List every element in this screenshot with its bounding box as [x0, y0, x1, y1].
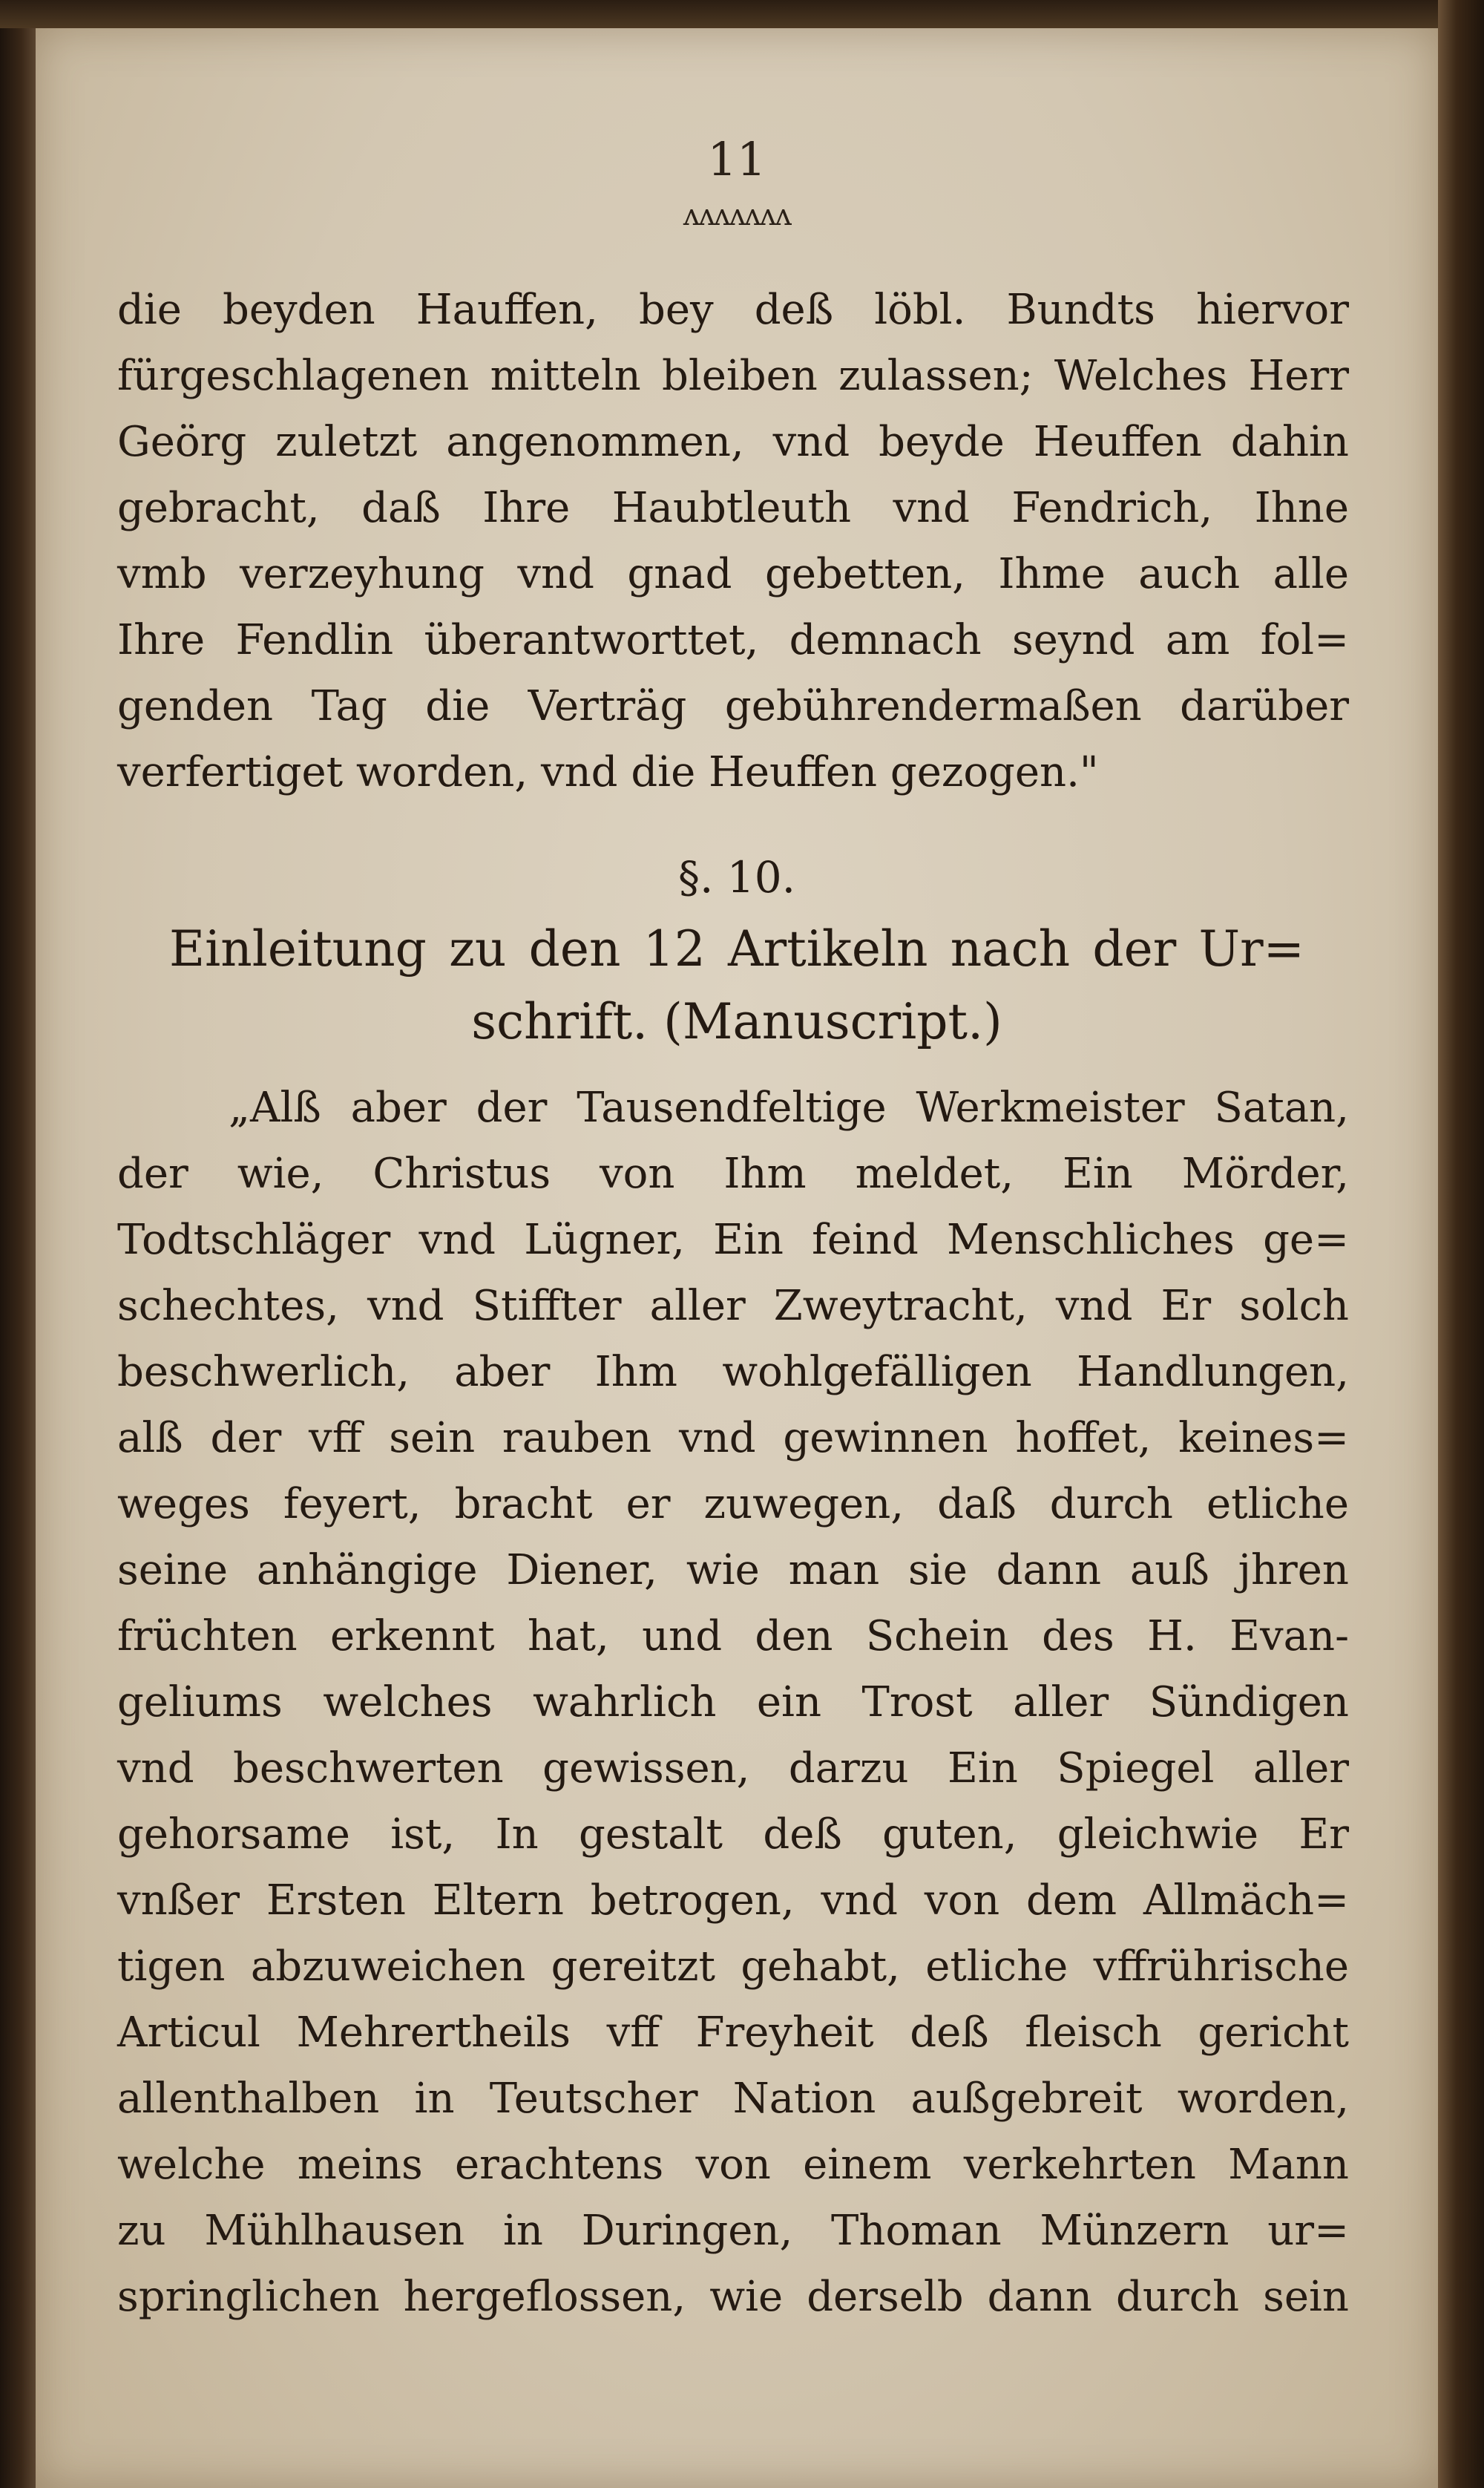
paragraph-top	[117, 277, 1349, 805]
section-number: §. 10.	[677, 852, 796, 903]
text-line: „Alß aber der Tausendfeltige Werkmeister Satan,	[229, 1084, 1349, 1132]
text-line: springlichen hergeflossen, wie derselb dann durch sein	[117, 2273, 1349, 2321]
text-line: Geörg zuletzt angenommen, vnd beyde Heuffen dahin	[117, 418, 1349, 466]
text-line: vnd beschwerten gewissen, darzu Ein Spiegel aller	[117, 1744, 1349, 1793]
section-heading	[169, 913, 1304, 1058]
paragraph-main	[117, 1075, 1349, 2330]
text-line: der wie, Christus von Ihm meldet, Ein Mörder,	[117, 1150, 1349, 1198]
text-line: genden Tag die Verträg gebührendermaßen darüber	[117, 682, 1349, 730]
book-top-edge	[0, 0, 1484, 28]
text-line: verfertiget worden, vnd die Heuffen gezogen."	[117, 748, 1099, 796]
book-binding-right	[1438, 0, 1484, 2488]
text-line: die beyden Hauffen, bey deß löbl. Bundts hiervor	[117, 286, 1349, 334]
text-line: vnßer Ersten Eltern betrogen, vnd von dem Allmäch=	[117, 1876, 1349, 1925]
text-line: seine anhängige Diener, wie man sie dann auß jhren	[117, 1546, 1349, 1594]
text-line: fürgeschlagenen mitteln bleiben zulassen; Welches Herr	[117, 352, 1349, 400]
text-line: Articul Mehrertheils vff Freyheit deß fleisch gericht	[117, 2009, 1349, 2057]
text-line: welche meins erachtens von einem verkehrten Mann	[117, 2141, 1349, 2189]
text-line: tigen abzuweichen gereitzt gehabt, etliche vffrührische	[117, 1942, 1349, 1991]
book-page	[36, 28, 1438, 2488]
text-line: schechtes, vnd Stiffter aller Zweytracht, vnd Er solch	[117, 1282, 1349, 1330]
text-line: geliums welches wahrlich ein Trost aller Sündigen	[117, 1678, 1349, 1726]
book-binding-left	[0, 0, 36, 2488]
page-number: 11	[707, 132, 766, 186]
heading-line: schrift. (Manuscript.)	[471, 993, 1002, 1050]
text-line: beschwerlich, aber Ihm wohlgefälligen Handlungen,	[117, 1348, 1349, 1396]
text-line: Todtschläger vnd Lügner, Ein feind Menschliches ge=	[117, 1216, 1349, 1264]
heading-line: Einleitung zu den 12 Artikeln nach der Ur=	[169, 920, 1304, 978]
text-line: allenthalben in Teutscher Nation außgebreit worden,	[117, 2075, 1349, 2123]
text-line: früchten erkennt hat, und den Schein des H. Evan-	[117, 1612, 1349, 1660]
text-line: weges feyert, bracht er zuwegen, daß durch etliche	[117, 1480, 1349, 1528]
text-line: vmb verzeyhung vnd gnad gebetten, Ihme auch alle	[117, 550, 1349, 598]
text-line: alß der vff sein rauben vnd gewinnen hoffet, keines=	[117, 1414, 1349, 1462]
text-line: gehorsame ist, In gestalt deß guten, gleichwie Er	[117, 1810, 1349, 1859]
ornament-rule: ʌʌʌʌʌʌʌ	[683, 198, 791, 232]
text-line: Ihre Fendlin überantworttet, demnach seynd am fol=	[117, 616, 1349, 664]
text-line: zu Mühlhausen in Duringen, Thoman Münzern ur=	[117, 2207, 1349, 2255]
text-line: gebracht, daß Ihre Haubtleuth vnd Fendrich, Ihne	[117, 484, 1349, 532]
